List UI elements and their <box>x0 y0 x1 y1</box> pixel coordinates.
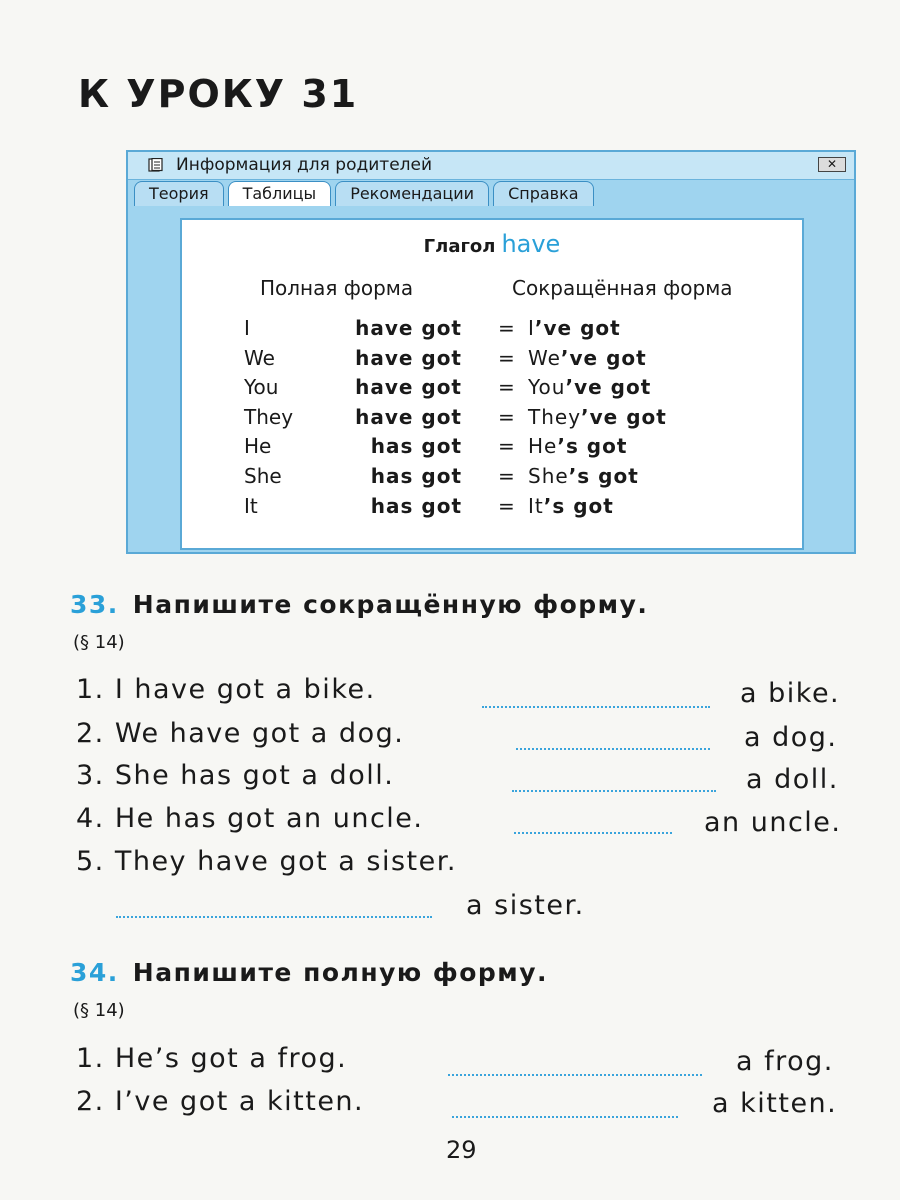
lesson-title: К УРОКУ 31 <box>78 72 359 116</box>
short-form <box>528 316 621 340</box>
sentence-ending: a dog. <box>744 722 838 753</box>
answer-field[interactable] <box>116 914 432 918</box>
page-number: 29 <box>446 1136 477 1164</box>
sentence-ending: a bike. <box>740 678 841 709</box>
answer-field[interactable] <box>482 704 710 708</box>
exercise-number: 34. <box>70 958 119 987</box>
close-button[interactable]: ✕ <box>818 157 846 172</box>
pronoun: He <box>244 434 272 459</box>
sentence-ending: an uncle. <box>704 807 842 838</box>
exercise-reference: (§ 14) <box>73 1000 125 1021</box>
short-pronoun: It <box>528 493 544 518</box>
full-form: has got <box>370 463 462 488</box>
exercise-sentence: 5. They have got a sister. <box>76 846 457 877</box>
exercise-sentence: 2. We have got a dog. <box>76 718 405 749</box>
short-ending: ’s got <box>568 463 639 488</box>
answer-field[interactable] <box>516 746 710 750</box>
sentence-ending: a kitten. <box>712 1088 838 1119</box>
exercise-34-heading <box>70 958 548 987</box>
short-pronoun: They <box>528 404 582 429</box>
exercise-reference: (§ 14) <box>73 632 125 653</box>
equals-sign: = <box>498 434 515 459</box>
pronoun: They <box>244 404 294 429</box>
exercise-number: 33. <box>70 590 119 619</box>
short-pronoun: She <box>528 463 569 488</box>
exercise-instruction: Напишите полную форму. <box>132 958 549 987</box>
short-form <box>528 405 667 429</box>
short-ending: ’s got <box>543 493 614 518</box>
grammar-title <box>182 230 802 258</box>
pronoun: It <box>244 493 258 518</box>
column-short-form: Сокращённая форма <box>512 276 733 300</box>
grammar-title-prefix: Глагол <box>423 236 496 257</box>
short-form <box>528 346 647 370</box>
sentence-ending: a sister. <box>466 890 585 921</box>
grammar-verb: have <box>501 230 561 258</box>
sentence-ending: a doll. <box>746 764 839 795</box>
answer-field[interactable] <box>452 1114 678 1118</box>
full-form: has got <box>370 434 462 459</box>
sentence-ending: a frog. <box>736 1046 834 1077</box>
short-ending: ’ve got <box>565 375 652 400</box>
tab-tables[interactable]: Таблицы <box>228 181 332 206</box>
short-ending: ’ve got <box>581 404 667 429</box>
short-form <box>528 434 627 458</box>
full-form: have got <box>355 404 462 429</box>
exercise-sentence: 1. He’s got a frog. <box>76 1043 348 1074</box>
short-ending: ’ve got <box>560 345 647 370</box>
full-form: have got <box>355 345 462 370</box>
short-ending: ’s got <box>557 434 628 459</box>
tab-theory[interactable]: Теория <box>134 181 224 206</box>
full-form: has got <box>370 493 462 518</box>
grammar-panel <box>180 218 804 550</box>
equals-sign: = <box>498 316 515 340</box>
exercise-sentence: 3. She has got a doll. <box>76 760 395 791</box>
short-ending: ’ve got <box>534 316 621 340</box>
short-pronoun: You <box>528 375 566 400</box>
window-icon <box>148 158 164 172</box>
short-form <box>528 494 614 518</box>
answer-field[interactable] <box>448 1072 702 1076</box>
short-pronoun: He <box>528 434 558 459</box>
equals-sign: = <box>498 463 515 488</box>
answer-field[interactable] <box>512 788 716 792</box>
equals-sign: = <box>498 404 515 429</box>
exercise-sentence: 2. I’ve got a kitten. <box>76 1086 365 1117</box>
equals-sign: = <box>498 345 515 370</box>
equals-sign: = <box>498 375 515 400</box>
full-form: have got <box>355 375 462 400</box>
pronoun: You <box>244 375 279 400</box>
full-form: have got <box>355 316 462 340</box>
exercise-instruction: Напишите сокращённую форму. <box>132 590 649 619</box>
answer-field[interactable] <box>514 830 672 834</box>
pronoun: She <box>244 463 282 488</box>
tab-recommendations[interactable]: Рекомендации <box>335 181 489 206</box>
tab-help[interactable]: Справка <box>493 181 594 206</box>
short-form <box>528 375 651 399</box>
short-form <box>528 464 639 488</box>
tab-bar <box>134 181 594 208</box>
equals-sign: = <box>498 493 515 518</box>
exercise-sentence: 4. He has got an uncle. <box>76 803 424 834</box>
short-pronoun: We <box>528 345 561 370</box>
short-pronoun: I <box>528 316 535 340</box>
exercise-33-heading <box>70 590 648 619</box>
window-titlebar <box>128 152 854 180</box>
exercise-sentence: 1. I have got a bike. <box>76 674 376 705</box>
pronoun: We <box>244 345 275 370</box>
column-full-form: Полная форма <box>260 276 414 300</box>
pronoun: I <box>244 316 250 340</box>
parent-info-window <box>126 150 856 554</box>
window-title: Информация для родителей <box>176 155 433 175</box>
